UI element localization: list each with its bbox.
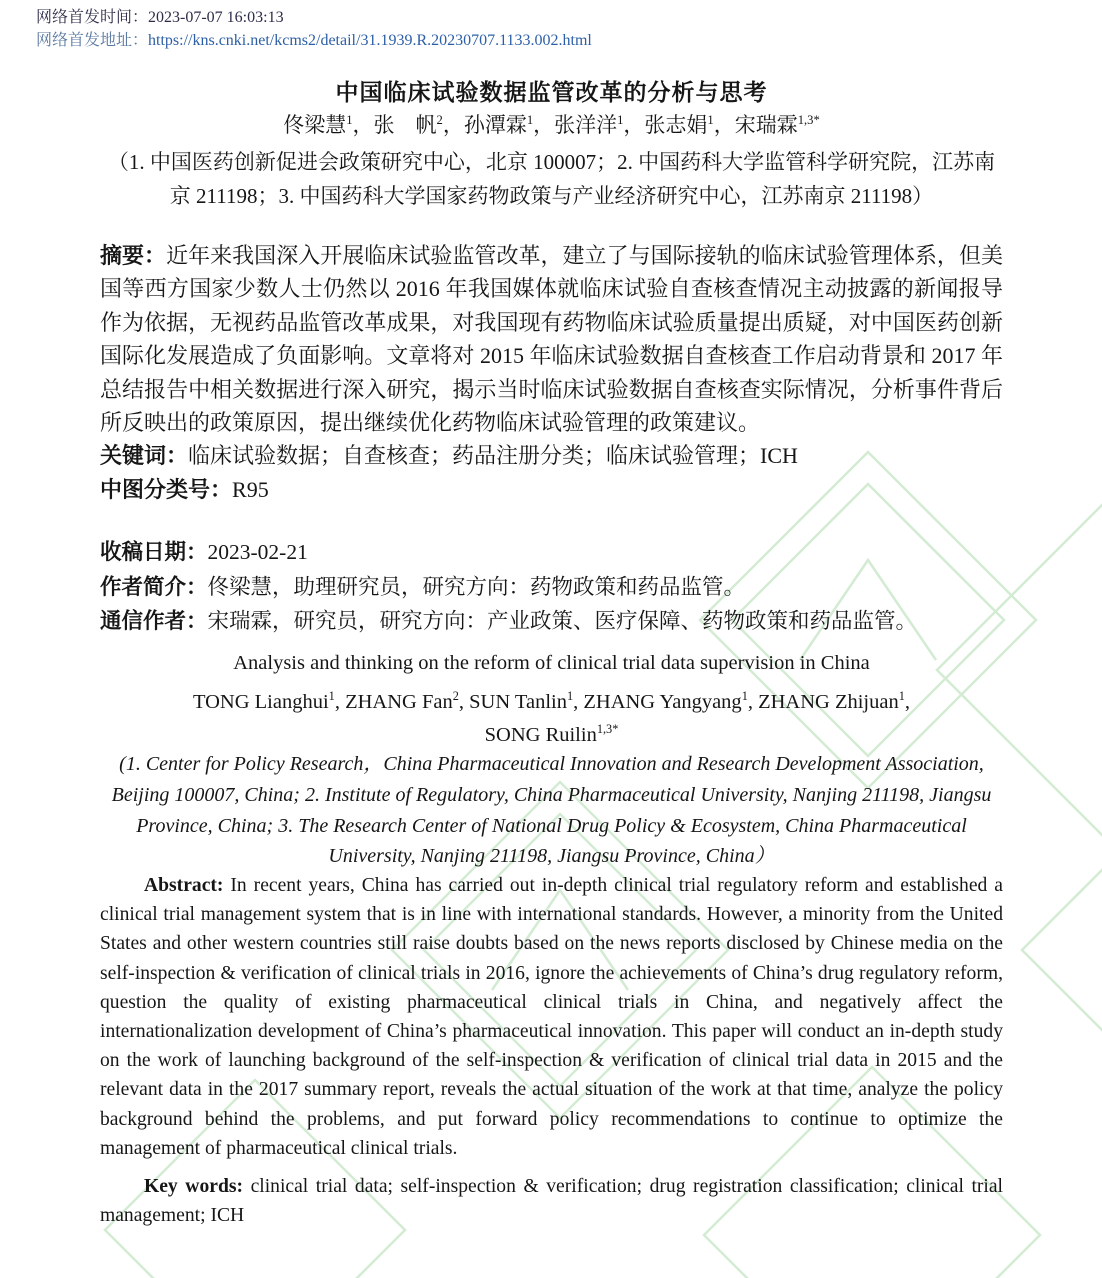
abstract-en-label: Abstract: bbox=[144, 875, 224, 896]
author-sup: 2 bbox=[436, 113, 443, 127]
corresponding-author-label: 通信作者： bbox=[100, 609, 208, 633]
abstract-en-text: In recent years, China has carried out in-depth clinical trial regulatory reform and established a clinical trial management system that is in line with international standards. However, a minority from the United States and other western countries still raise doubts based on the news reports disclosed by Chinese media on the self-inspection & verification of clinical trials in 2016, ignore the achievements of China’s drug regulatory reform, question the quality of existing pharmaceutical clinical trials in China, and negatively affect the internationalization development of China’s pharmaceutical innovation. This paper will conduct an in-depth study on the work of launching background of the self-inspection & verification of clinical trial data in 2015 and the relevant data in the 2017 summary report, reveals the actual situation of the work at that time, analyze the policy background behind the problems, and put forward policy recommendations to continue to optimize the management of pharmaceutical clinical trials. bbox=[100, 875, 1003, 1159]
received-date-label: 收稿日期： bbox=[100, 540, 208, 564]
publish-url-row bbox=[36, 29, 592, 52]
clc-number bbox=[100, 473, 1003, 506]
author-sup: 1 bbox=[707, 113, 714, 127]
author-sup: 1 bbox=[526, 113, 534, 127]
author-sup: 1 bbox=[346, 113, 353, 127]
authors-zh bbox=[100, 109, 1003, 139]
author-sup: 2 bbox=[452, 689, 459, 704]
abstract-zh-text: 近年来我国深入开展临床试验监管改革，建立了与国际接轨的临床试验管理体系，但美国等西方国家少数人士仍然以 2016 年我国媒体就临床试验自查核查情况主动披露的新闻报导作为依据，无视药品监管改革成果，对我国现有药物临床试验质量提出质疑，对中国医药创新国际化发展造成了负面影响。文章将对 2015 年临床试验数据自查核查工作启动背景和 2017 年总结报告中相关数据进行深入研究，揭示当时临床试验数据自查核查实际情况，分析事件背后所反映出的政策原因，提出继续优化药物临床试验管理的政策建议。 bbox=[100, 243, 1003, 436]
chinese-abstract-block bbox=[100, 239, 1003, 506]
authors-en-line2 bbox=[100, 719, 1003, 752]
abstract-zh bbox=[100, 239, 1003, 439]
author-zh: 张 帆$^2$， bbox=[373, 113, 464, 137]
received-date-value: 2023-02-21 bbox=[207, 540, 308, 564]
authors-en-line1 bbox=[100, 686, 1003, 719]
abstract-zh-label: 摘要： bbox=[100, 243, 167, 268]
author-en: ZHANG Zhijuan$^1$, bbox=[758, 689, 911, 713]
keywords-en-text: clinical trial data; self-inspection & verification; drug registration classification; clinical trial management; ICH bbox=[100, 1176, 1004, 1227]
keywords-en bbox=[100, 1172, 1003, 1230]
author-en: SONG Ruilin$^{1,3*}$ bbox=[484, 721, 619, 746]
author-zh: 孙潭霖$^1$， bbox=[463, 113, 555, 137]
abstract-en bbox=[100, 871, 1003, 1163]
author-en: SUN Tanlin$^1$, bbox=[469, 689, 584, 713]
affiliation-en: (1. Center for Policy Research，China Pharmaceutical Innovation and Research Development Association, Beijing 100007, China; 2. Institute of Regulatory, China Pharmaceutical University, Nanjing 211198, Jiangsu Province, China; 3. The Research Center of National Drug Policy & Ecosystem, China Pharmaceutical University, Nanjing 211198, Jiangsu Province, China） bbox=[111, 753, 992, 868]
keywords-zh-label: 关键词： bbox=[100, 443, 189, 469]
author-zh: 张志娟$^1$， bbox=[644, 113, 735, 137]
keywords-en-label: Key words: bbox=[144, 1176, 243, 1198]
author-sup: 1 bbox=[617, 113, 624, 127]
received-date bbox=[100, 535, 1003, 570]
author-sup: 1,3* bbox=[596, 721, 619, 736]
paper-meta-block bbox=[100, 535, 1003, 639]
author-bio-label: 作者简介： bbox=[100, 574, 208, 599]
authors-en bbox=[100, 686, 1003, 751]
author-zh: 张洋洋$^1$， bbox=[554, 113, 645, 137]
keywords-zh bbox=[100, 439, 1003, 472]
paper-title-en: Analysis and thinking on the reform of clinical trial data supervision in China bbox=[233, 652, 870, 674]
author-sup: 1,3* bbox=[797, 113, 820, 127]
clc-value: R95 bbox=[232, 476, 269, 502]
author-sup: 1 bbox=[328, 689, 335, 704]
author-sup: 1 bbox=[898, 689, 905, 704]
author-bio-text: 佟梁慧，助理研究员，研究方向：药物政策和药品监管。 bbox=[207, 574, 746, 599]
corresponding-author bbox=[100, 604, 1003, 639]
article-url-link[interactable]: https://kns.cnki.net/kcms2/detail/31.1939.R.20230707.1133.002.html bbox=[148, 32, 592, 49]
author-en: ZHANG Yangyang$^1$, bbox=[583, 689, 759, 713]
article-column bbox=[100, 0, 1003, 1278]
author-bio bbox=[100, 570, 1003, 605]
author-sup: 1 bbox=[741, 689, 748, 704]
english-abstract-block bbox=[100, 871, 1003, 1230]
author-sup: 1 bbox=[566, 689, 574, 704]
publish-url-label: 网络首发地址： bbox=[36, 32, 149, 49]
cnki-first-publish-header bbox=[36, 6, 592, 52]
publish-time-value: 2023-07-07 16:03:13 bbox=[148, 9, 284, 26]
author-en: TONG Lianghui$^1$, bbox=[192, 689, 346, 713]
affiliation-zh: （1. 中国医药创新促进会政策研究中心，北京 100007；2. 中国药科大学监管科学研究院，江苏南京 211198；3. 中国药科大学国家药物政策与产业经济研究中心，江苏南京 211198） bbox=[107, 150, 996, 208]
keywords-zh-text: 临床试验数据；自查核查；药品注册分类；临床试验管理；ICH bbox=[188, 443, 798, 469]
author-en: ZHANG Fan$^2$, bbox=[345, 689, 470, 713]
clc-label: 中图分类号： bbox=[100, 476, 233, 502]
corresponding-author-text: 宋瑞霖，研究员，研究方向：产业政策、医疗保障、药物政策和药品监管。 bbox=[207, 609, 918, 633]
paper-title-zh: 中国临床试验数据监管改革的分析与思考 bbox=[335, 79, 768, 105]
publish-time-row bbox=[36, 6, 592, 29]
author-zh: 宋瑞霖$^{1,3*}$ bbox=[734, 113, 820, 137]
author-zh: 佟梁慧$^1$， bbox=[283, 113, 374, 137]
publish-time-label: 网络首发时间： bbox=[36, 9, 149, 26]
